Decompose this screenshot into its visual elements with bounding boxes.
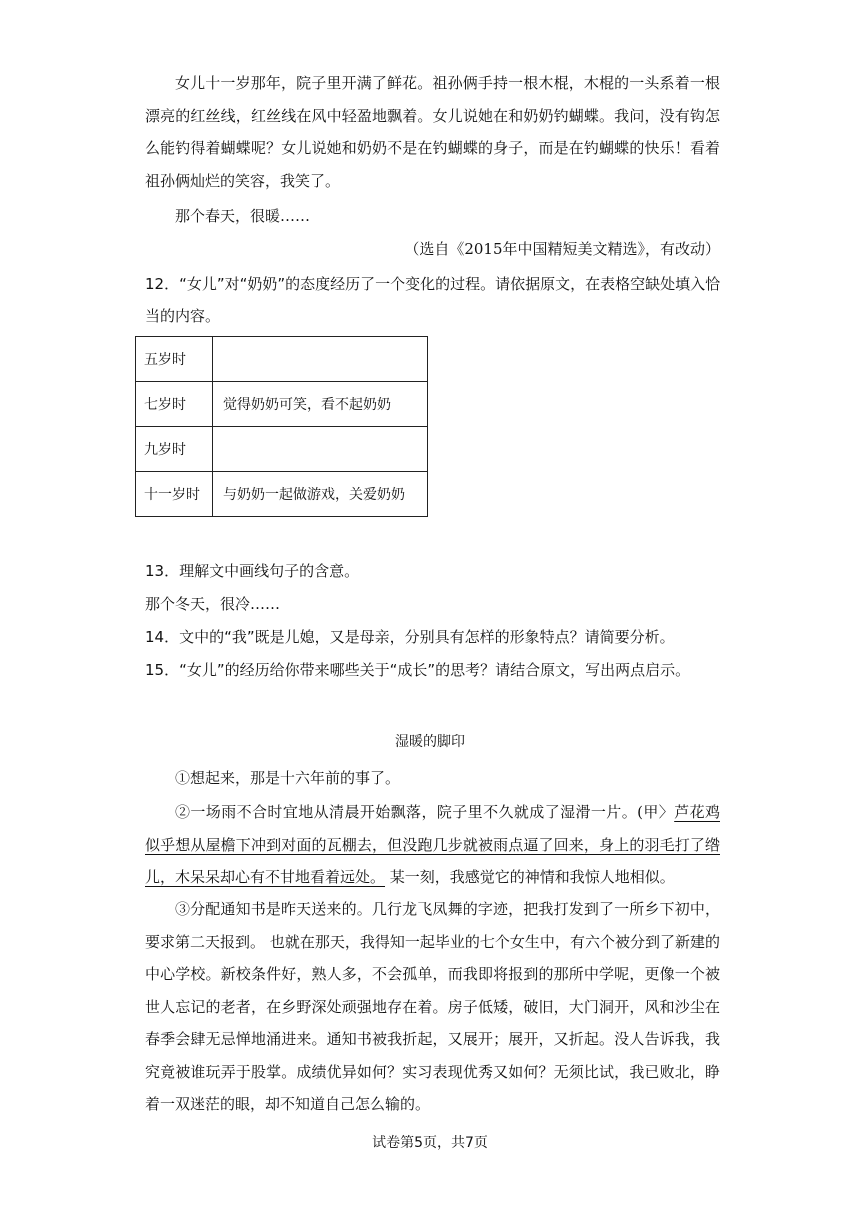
paragraph-2-tail: 某一刻，我感觉它的神情和我惊人地相似。 xyxy=(385,868,675,886)
table-cell-content: 与奶奶一起做游戏，关爱奶奶 xyxy=(213,472,428,517)
table-cell-age: 九岁时 xyxy=(136,427,213,472)
passage2-paragraph-3: ③分配通知书是昨天送来的。几行龙飞凤舞的字迹，把我打发到了一所乡下初中，要求第二天报到。 也就在那天，我得知一起毕业的七个女生中，有六个被分到了新建的中心学校。新校条件好，熟人多，不会孤单，而我即将报到的那所中学呢，更像一个被世人忘记的老者，在乡野深处顽强地存在着。房子低矮，破旧，大门洞开，风和沙尘在春季会肆无忌惮地涌进来。通知书被我折起，又展开；展开，又折起。没人告诉我，我究竟被谁玩弄于股掌。成绩优异如何？实习表现优秀又如何？无须比试，我已败北，睁着一双迷茫的眼，却不知道自己怎么输的。 xyxy=(145,900,720,1113)
table-cell-age: 七岁时 xyxy=(136,382,213,427)
passage2-paragraph-1: ①想起来，那是十六年前的事了。 xyxy=(175,769,401,787)
paragraph-daughter-eleven: 女儿十一岁那年，院子里开满了鲜花。祖孙俩手持一根木棍，木棍的一头系着一根漂亮的红丝线，红丝线在风中轻盈地飘着。女儿说她在和奶奶钓蝴蝶。我问，没有钩怎么能钓得着蝴蝶呢？女儿说她和奶奶不是在钓蝴蝶的身子，而是在钓蝴蝶的快乐！看着祖孙俩灿烂的笑容，我笑了。 xyxy=(145,74,720,190)
table-row xyxy=(136,427,428,472)
question-13-quote: 那个冬天，很冷…… xyxy=(145,595,281,613)
paragraph-2-lead: ②一场雨不合时宜地从清晨开始飘落，院子里不久就成了湿滑一片。(甲〉 xyxy=(175,803,675,821)
table-cell-age: 五岁时 xyxy=(136,337,213,382)
paragraph-spring: 那个春天，很暖…… xyxy=(175,207,311,225)
underlined-sentence: 芦花鸡似乎想从屋檐下冲到对面的瓦棚去，但没跑几步就被雨点逼了回来，身上的羽毛打了绺儿，木呆呆却心有不甘地看着远处。 xyxy=(145,803,720,886)
page-footer: 试卷第5页，共7页 xyxy=(372,1135,488,1151)
question-12: 12．“女儿”对“奶奶”的态度经历了一个变化的过程。请依据原文，在表格空缺处填入恰当的内容。 xyxy=(145,275,721,325)
passage-title: 湿暖的脚印 xyxy=(395,734,465,750)
table-row xyxy=(136,472,428,517)
question-14: 14．文中的“我”既是儿媳，又是母亲，分别具有怎样的形象特点？请简要分析。 xyxy=(145,628,675,646)
table-cell-age: 十一岁时 xyxy=(136,472,213,517)
table-cell-content xyxy=(213,427,428,472)
table-row xyxy=(136,337,428,382)
source-citation: （选自《2015年中国精短美文精选》，有改动） xyxy=(404,240,720,258)
attitude-table xyxy=(135,336,428,517)
question-15: 15．“女儿”的经历给你带来哪些关于“成长”的思考？请结合原文，写出两点启示。 xyxy=(145,661,691,679)
table-cell-content: 觉得奶奶可笑，看不起奶奶 xyxy=(213,382,428,427)
question-13: 13．理解文中画线句子的含意。 xyxy=(145,562,360,580)
table-cell-content xyxy=(213,337,428,382)
table-row xyxy=(136,382,428,427)
passage2-paragraph-2 xyxy=(145,796,720,894)
